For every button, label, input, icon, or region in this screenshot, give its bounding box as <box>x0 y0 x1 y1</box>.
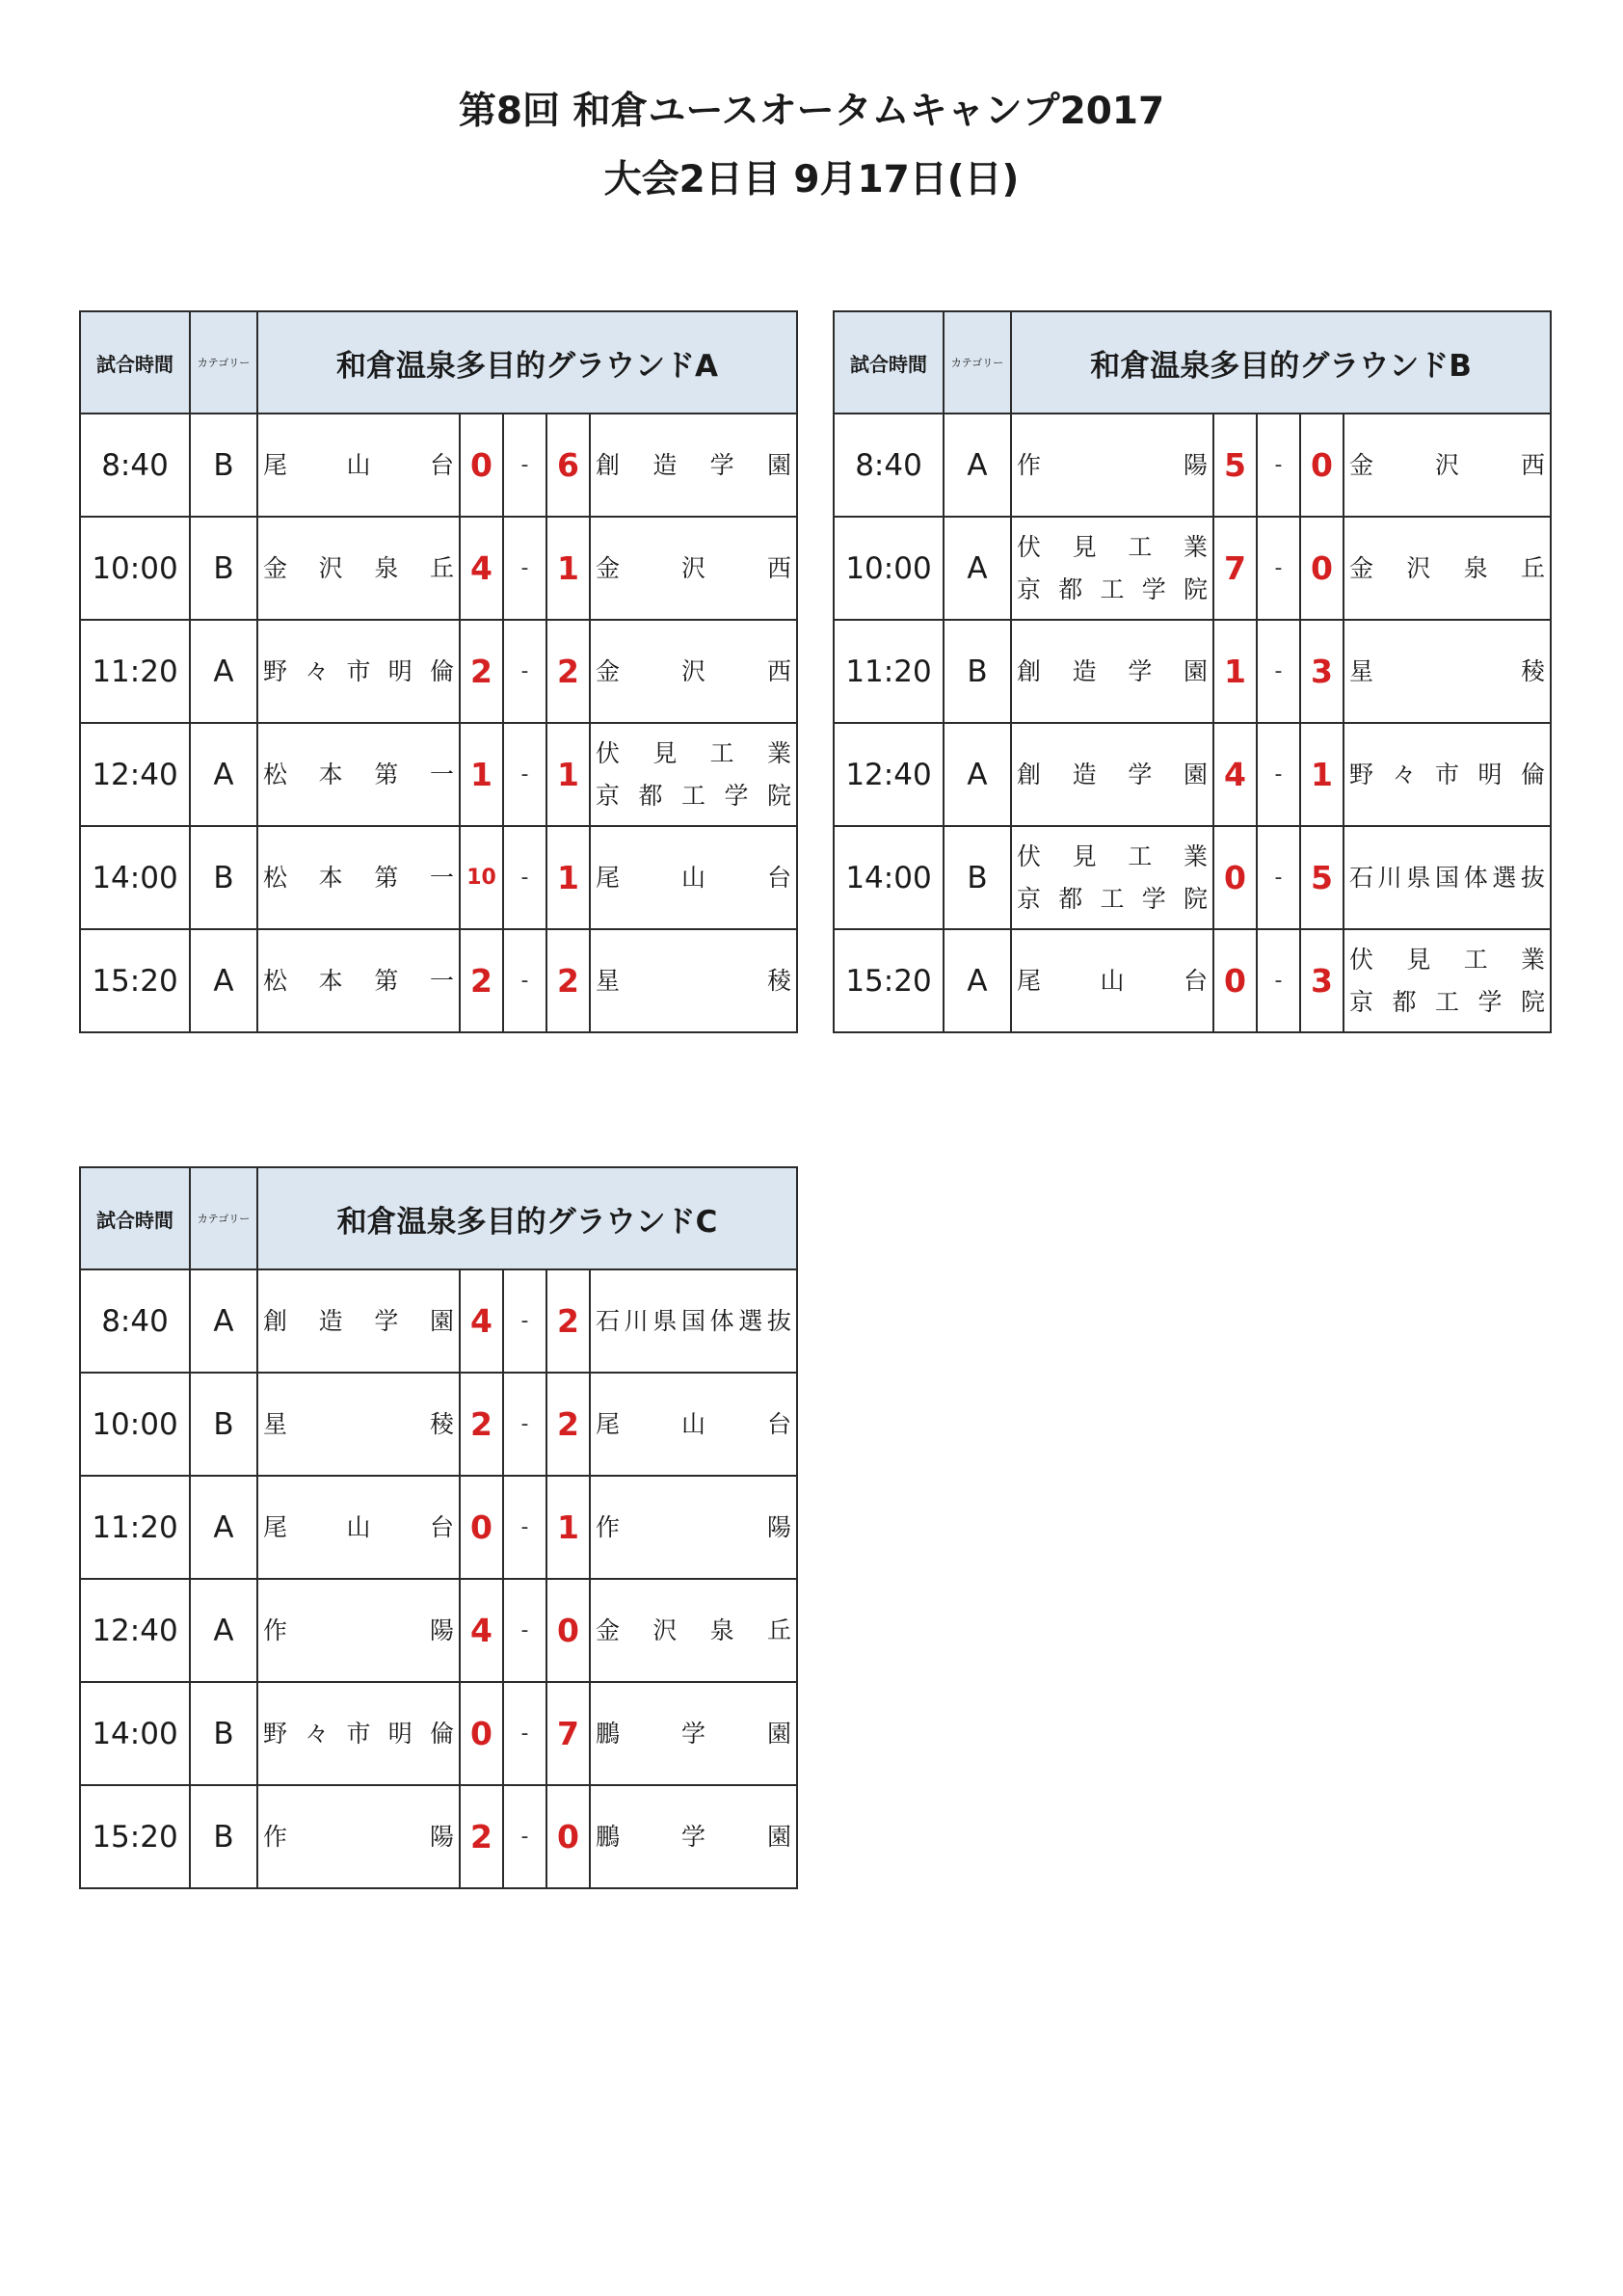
match-row <box>834 517 1551 620</box>
match-time: 12:40 <box>80 1579 190 1682</box>
home-team <box>257 929 460 1032</box>
ground-name: 和倉温泉多目的グラウンドC <box>257 1167 797 1269</box>
match-category: A <box>944 517 1011 620</box>
home-team-line: 創 造 学 園 <box>263 1306 454 1335</box>
match-category: B <box>944 620 1011 723</box>
away-score: 6 <box>546 414 590 517</box>
match-time: 15:20 <box>80 1785 190 1888</box>
home-team <box>1011 517 1213 620</box>
match-time: 8:40 <box>80 1269 190 1373</box>
away-team-line: 金 沢 西 <box>596 656 792 685</box>
score-separator: - <box>503 1682 546 1785</box>
score-separator: - <box>503 517 546 620</box>
away-team <box>1344 517 1551 620</box>
away-team-line: 星 稜 <box>1349 656 1546 685</box>
score-separator: - <box>503 1373 546 1476</box>
home-team <box>257 1785 460 1888</box>
score-separator: - <box>503 1476 546 1579</box>
match-row <box>80 929 797 1032</box>
away-score: 2 <box>546 1269 590 1373</box>
home-score: 2 <box>460 620 503 723</box>
away-team <box>590 1579 797 1682</box>
home-team-line: 尾 山 台 <box>1017 966 1208 995</box>
match-category: A <box>190 1269 257 1373</box>
home-team <box>257 1373 460 1476</box>
away-score: 1 <box>546 517 590 620</box>
score-separator: - <box>1257 517 1300 620</box>
score-separator: - <box>1257 723 1300 826</box>
away-team <box>590 620 797 723</box>
away-team <box>590 929 797 1032</box>
away-score: 1 <box>1300 723 1344 826</box>
match-time: 11:20 <box>80 620 190 723</box>
home-team <box>1011 929 1213 1032</box>
away-team <box>590 1269 797 1373</box>
away-score: 0 <box>546 1785 590 1888</box>
away-score: 1 <box>546 1476 590 1579</box>
match-category: A <box>944 414 1011 517</box>
home-team-line: 作 陽 <box>263 1822 454 1851</box>
away-team-line: 伏 見 工 業 <box>1349 945 1546 974</box>
away-team <box>590 414 797 517</box>
home-team <box>257 1269 460 1373</box>
header-row <box>834 311 1551 414</box>
match-time: 15:20 <box>80 929 190 1032</box>
home-team-line: 星 稜 <box>263 1409 454 1438</box>
match-category: B <box>944 826 1011 929</box>
away-team <box>590 723 797 826</box>
home-score: 4 <box>460 1269 503 1373</box>
score-separator: - <box>503 929 546 1032</box>
home-team-line: 伏 見 工 業 <box>1017 532 1208 561</box>
match-row <box>80 723 797 826</box>
match-category: B <box>190 1373 257 1476</box>
away-score: 2 <box>546 620 590 723</box>
header-category: カテゴリー <box>190 311 257 414</box>
away-team-line: 石 川 県 国 体 選 抜 <box>596 1306 791 1335</box>
away-team-line: 星 稜 <box>596 966 792 995</box>
match-row <box>834 826 1551 929</box>
home-team <box>1011 620 1213 723</box>
match-time: 10:00 <box>80 517 190 620</box>
away-team <box>590 517 797 620</box>
match-time: 14:00 <box>834 826 944 929</box>
home-team-line: 創 造 学 園 <box>1017 760 1208 788</box>
home-team-line: 尾 山 台 <box>263 450 454 479</box>
away-team-line: 金 沢 西 <box>596 553 792 582</box>
match-time: 11:20 <box>80 1476 190 1579</box>
match-row <box>834 620 1551 723</box>
match-category: A <box>944 723 1011 826</box>
away-team-line: 野 々 市 明 倫 <box>1349 760 1546 788</box>
away-score: 5 <box>1300 826 1344 929</box>
away-team-line: 石 川 県 国 体 選 抜 <box>1349 863 1546 892</box>
away-team-line: 創 造 学 園 <box>596 450 791 479</box>
ground-name: 和倉温泉多目的グラウンドA <box>257 311 797 414</box>
away-score: 0 <box>1300 414 1344 517</box>
match-time: 11:20 <box>834 620 944 723</box>
match-row <box>80 1682 797 1785</box>
header-time: 試合時間 <box>80 1167 190 1269</box>
header-row <box>80 311 797 414</box>
away-team <box>1344 826 1551 929</box>
match-category: B <box>190 826 257 929</box>
home-team-line: 作 陽 <box>263 1615 454 1644</box>
match-row <box>80 1476 797 1579</box>
score-separator: - <box>503 723 546 826</box>
home-team-line: 野 々 市 明 倫 <box>263 656 454 685</box>
schedule-table-ground-b <box>833 310 1552 1033</box>
score-separator: - <box>503 620 546 723</box>
home-team-line: 京 都 工 学 院 <box>1017 574 1208 603</box>
away-score: 2 <box>546 1373 590 1476</box>
home-score: 5 <box>1213 414 1257 517</box>
score-separator: - <box>503 1269 546 1373</box>
match-time: 12:40 <box>80 723 190 826</box>
home-team-line: 京 都 工 学 院 <box>1017 884 1208 913</box>
score-separator: - <box>1257 414 1300 517</box>
schedule-table-ground-a <box>79 310 798 1033</box>
match-time: 8:40 <box>80 414 190 517</box>
match-row <box>80 620 797 723</box>
match-time: 8:40 <box>834 414 944 517</box>
match-time: 14:00 <box>80 826 190 929</box>
header-category: カテゴリー <box>190 1167 257 1269</box>
away-score: 1 <box>546 826 590 929</box>
match-row <box>834 414 1551 517</box>
score-separator: - <box>1257 929 1300 1032</box>
home-team <box>257 414 460 517</box>
score-separator: - <box>503 1785 546 1888</box>
home-team <box>257 1476 460 1579</box>
away-team <box>590 826 797 929</box>
score-separator: - <box>503 826 546 929</box>
home-team <box>1011 723 1213 826</box>
schedule-table-ground-c <box>79 1166 798 1889</box>
match-category: B <box>190 517 257 620</box>
match-category: B <box>190 1682 257 1785</box>
header-row <box>80 1167 797 1269</box>
home-team-line: 創 造 学 園 <box>1017 656 1208 685</box>
match-time: 10:00 <box>80 1373 190 1476</box>
away-team-line: 京 都 工 学 院 <box>1349 987 1546 1016</box>
away-score: 7 <box>546 1682 590 1785</box>
away-team-line: 伏 見 工 業 <box>596 738 791 767</box>
away-team-line: 尾 山 台 <box>596 863 792 892</box>
away-team <box>1344 723 1551 826</box>
home-team <box>257 1579 460 1682</box>
home-score: 0 <box>460 414 503 517</box>
score-separator: - <box>503 414 546 517</box>
home-score: 4 <box>1213 723 1257 826</box>
match-category: A <box>190 1579 257 1682</box>
home-score: 4 <box>460 517 503 620</box>
home-team-line: 作 陽 <box>1017 450 1208 479</box>
score-separator: - <box>1257 826 1300 929</box>
page-subtitle: 大会2日目 9月17日(日) <box>603 158 1020 201</box>
away-score: 0 <box>546 1579 590 1682</box>
match-category: B <box>190 414 257 517</box>
away-score: 1 <box>546 723 590 826</box>
match-time: 10:00 <box>834 517 944 620</box>
home-score: 0 <box>1213 826 1257 929</box>
away-score: 3 <box>1300 620 1344 723</box>
match-category: A <box>944 929 1011 1032</box>
away-team <box>1344 620 1551 723</box>
home-team <box>257 517 460 620</box>
away-score: 3 <box>1300 929 1344 1032</box>
match-category: A <box>190 723 257 826</box>
home-score: 2 <box>460 1785 503 1888</box>
away-team-line: 作 陽 <box>596 1512 792 1541</box>
match-category: B <box>190 1785 257 1888</box>
away-team <box>1344 929 1551 1032</box>
home-score: 10 <box>460 826 503 929</box>
match-time: 14:00 <box>80 1682 190 1785</box>
home-team-line: 伏 見 工 業 <box>1017 841 1208 870</box>
away-team-line: 金 沢 西 <box>1349 450 1546 479</box>
away-team-line: 鵬 学 園 <box>596 1719 792 1748</box>
match-category: A <box>190 1476 257 1579</box>
match-time: 15:20 <box>834 929 944 1032</box>
header-time: 試合時間 <box>80 311 190 414</box>
score-separator: - <box>1257 620 1300 723</box>
match-row <box>80 1579 797 1682</box>
home-team <box>257 826 460 929</box>
home-score: 0 <box>460 1682 503 1785</box>
match-category: A <box>190 929 257 1032</box>
away-team-line: 鵬 学 園 <box>596 1822 792 1851</box>
home-team <box>1011 826 1213 929</box>
match-category: A <box>190 620 257 723</box>
home-team-line: 松 本 第 一 <box>263 760 454 788</box>
home-team <box>257 1682 460 1785</box>
home-score: 0 <box>1213 929 1257 1032</box>
match-time: 12:40 <box>834 723 944 826</box>
home-score: 1 <box>1213 620 1257 723</box>
away-team-line: 金 沢 泉 丘 <box>596 1615 791 1644</box>
match-row <box>80 1373 797 1476</box>
match-row <box>80 517 797 620</box>
score-separator: - <box>503 1579 546 1682</box>
home-team <box>1011 414 1213 517</box>
away-team <box>590 1785 797 1888</box>
away-team <box>590 1373 797 1476</box>
home-team-line: 尾 山 台 <box>263 1512 454 1541</box>
away-team <box>590 1682 797 1785</box>
home-score: 1 <box>460 723 503 826</box>
home-team-line: 金 沢 泉 丘 <box>263 553 454 582</box>
header-category: カテゴリー <box>944 311 1011 414</box>
away-team <box>590 1476 797 1579</box>
match-row <box>80 1785 797 1888</box>
away-team-line: 金 沢 泉 丘 <box>1349 553 1546 582</box>
away-score: 2 <box>546 929 590 1032</box>
away-team-line: 京 都 工 学 院 <box>596 781 792 810</box>
match-row <box>80 1269 797 1373</box>
home-score: 2 <box>460 929 503 1032</box>
home-score: 0 <box>460 1476 503 1579</box>
match-row <box>80 414 797 517</box>
away-score: 0 <box>1300 517 1344 620</box>
home-team-line: 松 本 第 一 <box>263 966 454 995</box>
header-time: 試合時間 <box>834 311 944 414</box>
home-score: 7 <box>1213 517 1257 620</box>
home-score: 2 <box>460 1373 503 1476</box>
home-team-line: 野 々 市 明 倫 <box>263 1719 454 1748</box>
ground-name: 和倉温泉多目的グラウンドB <box>1011 311 1551 414</box>
away-team-line: 尾 山 台 <box>596 1409 792 1438</box>
home-team-line: 松 本 第 一 <box>263 863 454 892</box>
home-score: 4 <box>460 1579 503 1682</box>
match-row <box>834 929 1551 1032</box>
away-team <box>1344 414 1551 517</box>
match-row <box>80 826 797 929</box>
home-team <box>257 620 460 723</box>
home-team <box>257 723 460 826</box>
match-row <box>834 723 1551 826</box>
page-title: 第8回 和倉ユースオータムキャンプ2017 <box>458 90 1165 133</box>
